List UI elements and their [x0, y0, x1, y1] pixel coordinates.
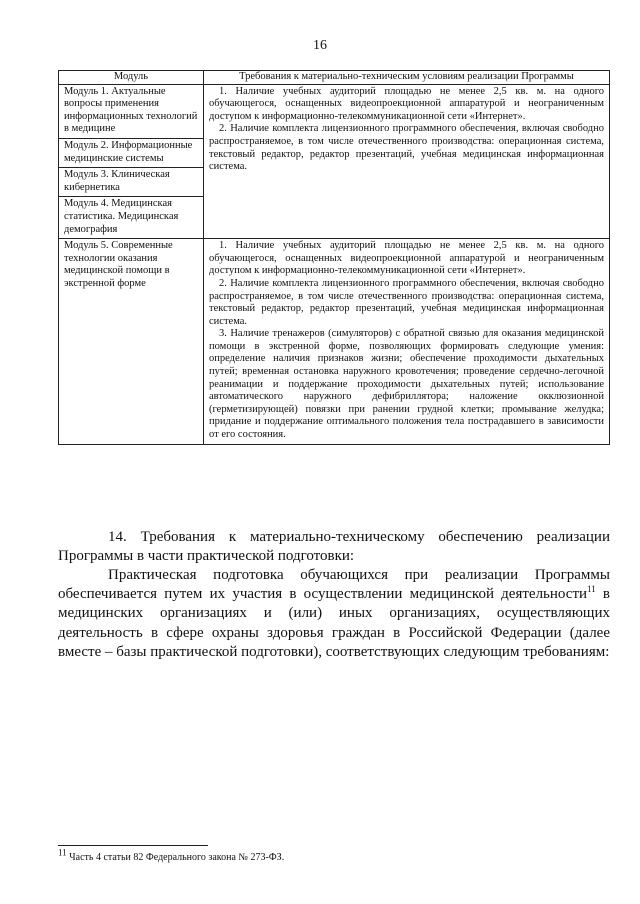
table-row — [59, 239, 610, 445]
requirements-group-1-cell — [204, 84, 610, 239]
paragraph-practical-training — [58, 566, 610, 662]
footnote-text: Часть 4 статьи 82 Федерального закона № 273-ФЗ. — [66, 852, 285, 863]
paragraph-item-14: 14. Требования к материально-техническому обеспечению реализации Программы в части практической подготовки: — [58, 529, 610, 565]
module-2-cell: Модуль 2. Информационные медицинские системы — [59, 138, 204, 167]
page-number: 16 — [313, 38, 327, 53]
module-3-cell: Модуль 3. Клиническая кибернетика — [59, 168, 204, 197]
footnote-divider — [58, 845, 208, 846]
table-header-row — [59, 71, 610, 85]
footnote — [58, 847, 285, 863]
footnote-mark: 11 — [58, 847, 67, 858]
header-module: Модуль — [59, 71, 204, 85]
requirements-group-2-cell — [204, 239, 610, 445]
requirement-item: 2. Наличие комплекта лицензионного программного обеспечения, включая свободно распространяемое, в том числе отечественного производства: операционная система, текстовый редактор, редактор презентаций, учебная медицинская информационная система. — [209, 277, 604, 327]
paragraph-text: Практическая подготовка обучающихся при реализации Программы обеспечивается путем их участия в осуществлении медицинской деятельности — [58, 567, 610, 603]
requirement-item: 1. Наличие учебных аудиторий площадью не менее 2,5 кв. м. на одного обучающегося, оснащенных видеопроекционной аппаратурой и неограниченным доступом к информационно-телекоммуникационной сети «Интернет». — [209, 240, 604, 277]
module-4-cell: Модуль 4. Медицинская статистика. Медицинская демография — [59, 197, 204, 239]
paragraph-text: в медицинских организациях и (или) иных организациях, осуществляющих деятельность в сфере охраны здоровья граждан в Российской Федерации (далее вместе – базы практической подготовки), соответствующих следующим требованиям: — [58, 586, 610, 660]
header-requirements: Требования к материально-техническим условиям реализации Программы — [204, 71, 610, 85]
footnote-reference[interactable]: 11 — [587, 584, 596, 595]
requirements-table — [58, 70, 610, 445]
requirement-item: 3. Наличие тренажеров (симуляторов) с обратной связью для оказания медицинской помощи в экстренной форме, позволяющих формировать следующие умения: определение наличия признаков жизни; обеспечение проходимости дыхательных путей; временная остановка наружного кровотечения; проведение сердечно-легочной реанимации и поддержание проходимости дыхательных путей; использование автоматического наружного дефибриллятора; наложение окклюзионной (герметизирующей) повязки при ранении грудной клетки; промывание желудка; придание и поддержание оптимального положения тела пострадавшего в зависимости от его состояния. — [209, 328, 604, 441]
requirement-item: 1. Наличие учебных аудиторий площадью не менее 2,5 кв. м. на одного обучающегося, оснащенных видеопроекционной аппаратурой и неограниченным доступом к информационно-телекоммуникационной сети «Интернет». — [209, 85, 604, 122]
module-5-cell: Модуль 5. Современные технологии оказания медицинской помощи в экстренной форме — [59, 239, 204, 445]
table-row — [59, 84, 610, 138]
module-1-cell: Модуль 1. Актуальные вопросы применения информационных технологий в медицине — [59, 84, 204, 138]
requirement-item: 2. Наличие комплекта лицензионного программного обеспечения, включая свободно распространяемое, в том числе отечественного производства: операционная система, текстовый редактор, редактор презентаций, учебная медицинская информационная система. — [209, 123, 604, 173]
